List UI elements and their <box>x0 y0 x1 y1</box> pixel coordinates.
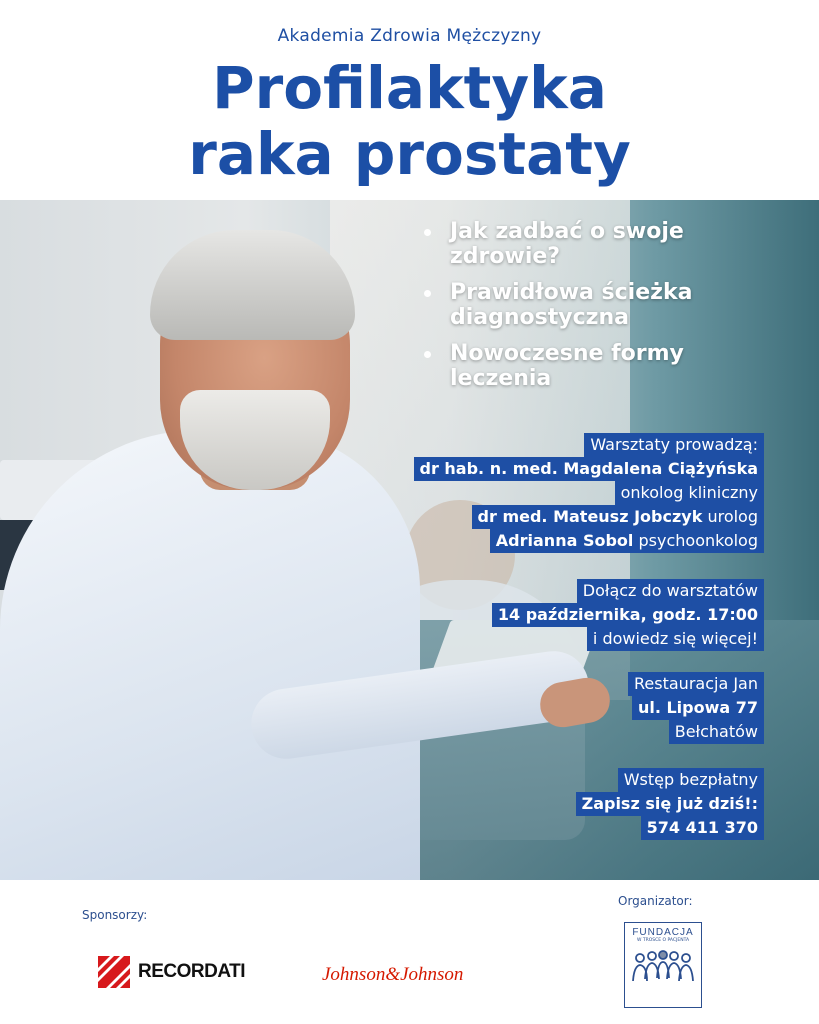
patient-shirt <box>0 430 420 880</box>
topic-line: Jak zadbać o swoje <box>450 219 684 244</box>
bullet-dot <box>424 351 431 358</box>
recordati-mark-icon <box>98 956 130 988</box>
topics-list <box>420 219 800 402</box>
workshop-leaders <box>414 433 765 553</box>
venue-name: Restauracja Jan <box>628 672 764 696</box>
topic-line: diagnostyczna <box>450 305 629 330</box>
speaker-3-role: psychoonkolog <box>638 531 758 550</box>
bullet-dot <box>424 290 431 297</box>
speaker-1-role: onkolog kliniczny <box>615 481 764 505</box>
organizer-label: Organizator: <box>618 894 693 908</box>
recordati-logo <box>98 956 245 988</box>
title-line-2: raka prostaty <box>188 120 631 188</box>
topic-line: leczenia <box>450 366 552 391</box>
venue-street: ul. Lipowa 77 <box>632 696 764 720</box>
topic-item <box>420 219 800 269</box>
phone-number[interactable]: 574 411 370 <box>641 816 764 840</box>
johnson-johnson-logo: Johnson&Johnson <box>322 964 464 985</box>
speaker-2-role: urolog <box>707 507 758 526</box>
join-line: Dołącz do warsztatów <box>577 579 764 603</box>
signup-info <box>576 768 764 840</box>
fundacja-logo <box>624 922 702 1008</box>
topic-line: zdrowie? <box>450 244 561 269</box>
topic-line: Nowoczesne formy <box>450 341 684 366</box>
fundacja-tagline: W TROSCE O PACJENTA <box>636 938 690 943</box>
title-line-1: Profilaktyka <box>212 54 607 122</box>
sponsors-label: Sponsorzy: <box>82 908 148 922</box>
patient-hair <box>150 230 355 340</box>
workshop-lead-label: Warsztaty prowadzą: <box>584 433 764 457</box>
event-date: 14 października, godz. 17:00 <box>492 603 764 627</box>
fundacja-name: FUNDACJA <box>632 927 694 938</box>
join-info <box>492 579 764 651</box>
people-group-icon <box>630 949 696 989</box>
entry-note: Wstęp bezpłatny <box>618 768 764 792</box>
academy-name: Akademia Zdrowia Mężczyzny <box>277 26 542 46</box>
topic-item <box>420 341 800 391</box>
recordati-wordmark: RECORDATI <box>138 961 246 982</box>
topic-item <box>420 280 800 330</box>
footer <box>0 880 819 1024</box>
speaker-2-row <box>472 505 764 529</box>
speaker-3-name: Adrianna Sobol <box>495 531 634 550</box>
speaker-1-name: dr hab. n. med. Magdalena Ciążyńska <box>414 457 765 481</box>
join-line: i dowiedz się więcej! <box>587 627 764 651</box>
speaker-2-name: dr med. Mateusz Jobczyk <box>477 507 703 526</box>
header <box>0 0 819 200</box>
signup-cta: Zapisz się już dziś!: <box>576 792 764 816</box>
venue-info <box>628 672 764 744</box>
venue-city: Bełchatów <box>669 720 764 744</box>
bullet-dot <box>424 229 431 236</box>
topic-line: Prawidłowa ścieżka <box>450 280 693 305</box>
speaker-3-row <box>490 529 764 553</box>
